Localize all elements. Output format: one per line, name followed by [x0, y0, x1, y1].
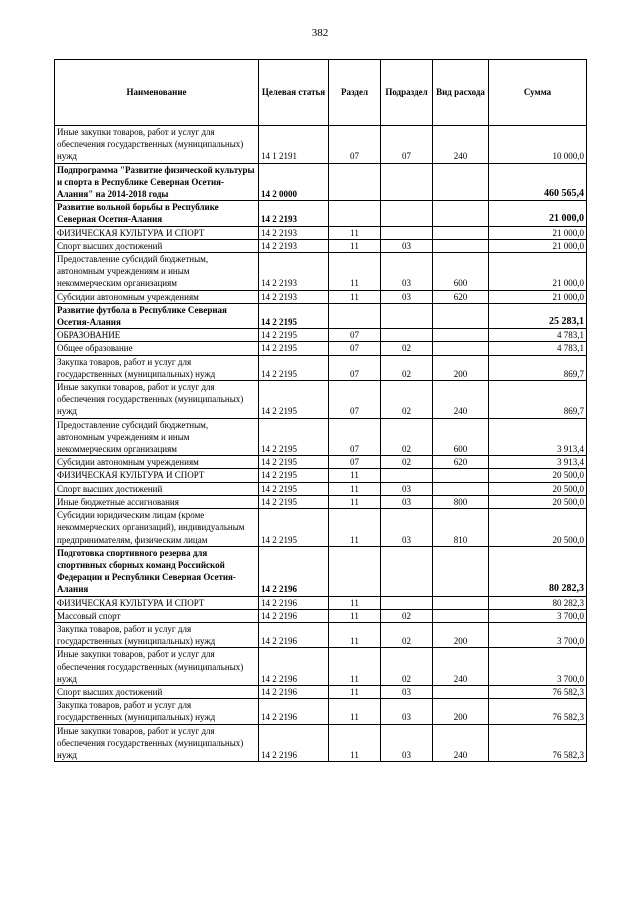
cell-section	[329, 303, 381, 328]
cell-article: 14 1 2191	[259, 126, 329, 164]
cell-article: 14 2 2193	[259, 290, 329, 303]
cell-name: Спорт высших достижений	[55, 239, 259, 252]
cell-article: 14 2 2195	[259, 329, 329, 342]
cell-section: 11	[329, 253, 381, 291]
cell-article: 14 2 2195	[259, 342, 329, 355]
cell-subsection: 03	[381, 482, 433, 495]
table-row	[55, 253, 587, 291]
cell-subsection	[381, 596, 433, 609]
cell-section: 11	[329, 495, 381, 508]
cell-amount: 460 565,4	[489, 163, 587, 201]
cell-section: 07	[329, 126, 381, 164]
cell-subsection: 02	[381, 609, 433, 622]
cell-article: 14 2 2195	[259, 482, 329, 495]
table-row	[55, 290, 587, 303]
cell-section: 11	[329, 509, 381, 547]
cell-name: Иные бюджетные ассигнования	[55, 495, 259, 508]
cell-article: 14 2 2195	[259, 355, 329, 380]
cell-article: 14 2 2193	[259, 239, 329, 252]
table-row	[55, 239, 587, 252]
cell-subsection: 03	[381, 253, 433, 291]
cell-subsection	[381, 546, 433, 596]
cell-amount: 21 000,0	[489, 253, 587, 291]
cell-subsection: 07	[381, 126, 433, 164]
cell-section: 07	[329, 418, 381, 456]
cell-amount: 4 783,1	[489, 342, 587, 355]
table-row	[55, 724, 587, 762]
cell-expense-type: 240	[433, 724, 489, 762]
cell-article: 14 2 2195	[259, 418, 329, 456]
cell-article: 14 2 2193	[259, 201, 329, 226]
cell-section: 07	[329, 342, 381, 355]
table-row	[55, 482, 587, 495]
cell-section	[329, 546, 381, 596]
cell-name: Иные закупки товаров, работ и услуг для обеспечения государственных (муниципальных) нужд	[55, 381, 259, 419]
cell-article: 14 2 2195	[259, 303, 329, 328]
cell-article: 14 2 2195	[259, 469, 329, 482]
cell-expense-type: 240	[433, 126, 489, 164]
cell-amount: 869,7	[489, 381, 587, 419]
cell-expense-type	[433, 329, 489, 342]
cell-expense-type: 200	[433, 355, 489, 380]
cell-expense-type: 810	[433, 509, 489, 547]
cell-section: 07	[329, 355, 381, 380]
cell-expense-type: 600	[433, 418, 489, 456]
page-number: 382	[311, 27, 329, 39]
cell-section: 11	[329, 622, 381, 647]
column-header-section: Раздел	[329, 60, 381, 126]
cell-article: 14 2 2196	[259, 609, 329, 622]
cell-amount: 21 000,0	[489, 290, 587, 303]
cell-subsection: 03	[381, 724, 433, 762]
cell-article: 14 2 2195	[259, 495, 329, 508]
cell-section	[329, 201, 381, 226]
cell-name: Иные закупки товаров, работ и услуг для обеспечения государственных (муниципальных) нужд	[55, 724, 259, 762]
cell-amount: 3 700,0	[489, 622, 587, 647]
cell-section: 11	[329, 724, 381, 762]
cell-name: Закупка товаров, работ и услуг для государственных (муниципальных) нужд	[55, 355, 259, 380]
cell-name: Субсидии юридическим лицам (кроме некоммерческих организаций), индивидуальным предпринимателям, физическим лицам	[55, 509, 259, 547]
column-header-amount: Сумма	[489, 60, 587, 126]
table-row	[55, 495, 587, 508]
cell-section: 11	[329, 685, 381, 698]
cell-expense-type: 240	[433, 381, 489, 419]
cell-name: Закупка товаров, работ и услуг для государственных (муниципальных) нужд	[55, 699, 259, 724]
cell-section	[329, 163, 381, 201]
cell-expense-type	[433, 163, 489, 201]
cell-amount: 3 700,0	[489, 609, 587, 622]
table-row	[55, 329, 587, 342]
cell-article: 14 2 0000	[259, 163, 329, 201]
table-row	[55, 609, 587, 622]
cell-article: 14 2 2196	[259, 622, 329, 647]
cell-subsection: 03	[381, 509, 433, 547]
cell-name: Спорт высших достижений	[55, 482, 259, 495]
table-row	[55, 126, 587, 164]
cell-expense-type	[433, 201, 489, 226]
cell-article: 14 2 2196	[259, 596, 329, 609]
cell-subsection	[381, 163, 433, 201]
cell-article: 14 2 2195	[259, 456, 329, 469]
cell-article: 14 2 2195	[259, 381, 329, 419]
cell-article: 14 2 2196	[259, 724, 329, 762]
cell-name: Массовый спорт	[55, 609, 259, 622]
cell-name: ФИЗИЧЕСКАЯ КУЛЬТУРА И СПОРТ	[55, 596, 259, 609]
cell-expense-type: 200	[433, 699, 489, 724]
cell-subsection	[381, 329, 433, 342]
cell-name: Развитие вольной борьбы в Республике Северная Осетия-Алания	[55, 201, 259, 226]
cell-expense-type: 620	[433, 290, 489, 303]
cell-name: Спорт высших достижений	[55, 685, 259, 698]
column-header-article: Целевая статья	[259, 60, 329, 126]
cell-expense-type	[433, 546, 489, 596]
cell-subsection: 03	[381, 239, 433, 252]
table-row	[55, 201, 587, 226]
cell-amount: 20 500,0	[489, 495, 587, 508]
cell-name: Иные закупки товаров, работ и услуг для обеспечения государственных (муниципальных) нужд	[55, 126, 259, 164]
cell-article: 14 2 2193	[259, 253, 329, 291]
table-row	[55, 546, 587, 596]
cell-expense-type	[433, 342, 489, 355]
cell-subsection: 03	[381, 495, 433, 508]
table-row	[55, 685, 587, 698]
table-row	[55, 699, 587, 724]
cell-amount: 20 500,0	[489, 509, 587, 547]
cell-name: Подпрограмма "Развитие физической культуры и спорта в Республике Северная Осетия-Алания" на 2014-2018 годы	[55, 163, 259, 201]
cell-expense-type: 600	[433, 253, 489, 291]
table-header-row	[55, 60, 587, 126]
cell-expense-type	[433, 685, 489, 698]
cell-subsection: 03	[381, 699, 433, 724]
cell-subsection	[381, 469, 433, 482]
cell-subsection: 02	[381, 418, 433, 456]
table-row	[55, 303, 587, 328]
cell-name: ОБРАЗОВАНИЕ	[55, 329, 259, 342]
table-row	[55, 456, 587, 469]
cell-section: 07	[329, 329, 381, 342]
cell-subsection: 02	[381, 648, 433, 686]
table-row	[55, 355, 587, 380]
cell-amount: 3 913,4	[489, 456, 587, 469]
cell-name: Развитие футбола в Республике Северная Осетия-Алания	[55, 303, 259, 328]
cell-name: Общее образование	[55, 342, 259, 355]
cell-amount: 20 500,0	[489, 482, 587, 495]
cell-amount: 4 783,1	[489, 329, 587, 342]
cell-subsection: 02	[381, 381, 433, 419]
cell-amount: 21 000,0	[489, 239, 587, 252]
cell-amount: 80 282,3	[489, 546, 587, 596]
cell-amount: 10 000,0	[489, 126, 587, 164]
cell-subsection: 02	[381, 342, 433, 355]
cell-expense-type	[433, 609, 489, 622]
cell-name: Субсидии автономным учреждениям	[55, 290, 259, 303]
cell-expense-type: 240	[433, 648, 489, 686]
cell-expense-type	[433, 226, 489, 239]
cell-section: 11	[329, 226, 381, 239]
cell-amount: 21 000,0	[489, 201, 587, 226]
cell-amount: 80 282,3	[489, 596, 587, 609]
cell-subsection: 02	[381, 622, 433, 647]
table-row	[55, 163, 587, 201]
cell-subsection: 02	[381, 355, 433, 380]
cell-article: 14 2 2196	[259, 699, 329, 724]
cell-article: 14 2 2195	[259, 509, 329, 547]
table-row	[55, 648, 587, 686]
cell-expense-type	[433, 596, 489, 609]
table-body	[55, 126, 587, 762]
cell-amount: 76 582,3	[489, 724, 587, 762]
cell-section: 11	[329, 699, 381, 724]
budget-table	[54, 59, 587, 762]
cell-section: 11	[329, 648, 381, 686]
cell-expense-type	[433, 482, 489, 495]
cell-subsection: 02	[381, 456, 433, 469]
cell-expense-type: 620	[433, 456, 489, 469]
cell-amount: 3 700,0	[489, 648, 587, 686]
cell-article: 14 2 2196	[259, 546, 329, 596]
table-row	[55, 509, 587, 547]
cell-expense-type	[433, 469, 489, 482]
cell-section: 07	[329, 456, 381, 469]
cell-subsection	[381, 226, 433, 239]
table-row	[55, 596, 587, 609]
cell-expense-type: 800	[433, 495, 489, 508]
cell-section: 11	[329, 482, 381, 495]
cell-subsection: 03	[381, 290, 433, 303]
cell-amount: 3 913,4	[489, 418, 587, 456]
column-header-name: Наименование	[55, 60, 259, 126]
table-row	[55, 622, 587, 647]
cell-name: ФИЗИЧЕСКАЯ КУЛЬТУРА И СПОРТ	[55, 226, 259, 239]
cell-subsection	[381, 303, 433, 328]
cell-name: Субсидии автономным учреждениям	[55, 456, 259, 469]
cell-amount: 25 283,1	[489, 303, 587, 328]
cell-amount: 869,7	[489, 355, 587, 380]
cell-amount: 76 582,3	[489, 685, 587, 698]
cell-subsection	[381, 201, 433, 226]
cell-amount: 21 000,0	[489, 226, 587, 239]
cell-section: 11	[329, 290, 381, 303]
cell-article: 14 2 2193	[259, 226, 329, 239]
cell-section: 11	[329, 596, 381, 609]
cell-section: 11	[329, 239, 381, 252]
table-row	[55, 381, 587, 419]
column-header-expense-type: Вид расхода	[433, 60, 489, 126]
cell-expense-type	[433, 303, 489, 328]
table-row	[55, 418, 587, 456]
cell-article: 14 2 2196	[259, 648, 329, 686]
column-header-subsection: Подраздел	[381, 60, 433, 126]
cell-name: ФИЗИЧЕСКАЯ КУЛЬТУРА И СПОРТ	[55, 469, 259, 482]
cell-expense-type: 200	[433, 622, 489, 647]
cell-expense-type	[433, 239, 489, 252]
cell-name: Предоставление субсидий бюджетным, автономным учреждениям и иным некоммерческим организациям	[55, 418, 259, 456]
cell-name: Иные закупки товаров, работ и услуг для обеспечения государственных (муниципальных) нужд	[55, 648, 259, 686]
cell-section: 11	[329, 609, 381, 622]
cell-amount: 76 582,3	[489, 699, 587, 724]
cell-section: 11	[329, 469, 381, 482]
table-row	[55, 226, 587, 239]
cell-name: Подготовка спортивного резерва для спортивных сборных команд Российской Федерации и Республики Северная Осетия-Алания	[55, 546, 259, 596]
cell-section: 07	[329, 381, 381, 419]
table-row	[55, 469, 587, 482]
cell-amount: 20 500,0	[489, 469, 587, 482]
cell-subsection: 03	[381, 685, 433, 698]
table-row	[55, 342, 587, 355]
cell-article: 14 2 2196	[259, 685, 329, 698]
cell-name: Закупка товаров, работ и услуг для государственных (муниципальных) нужд	[55, 622, 259, 647]
cell-name: Предоставление субсидий бюджетным, автономным учреждениям и иным некоммерческим организациям	[55, 253, 259, 291]
